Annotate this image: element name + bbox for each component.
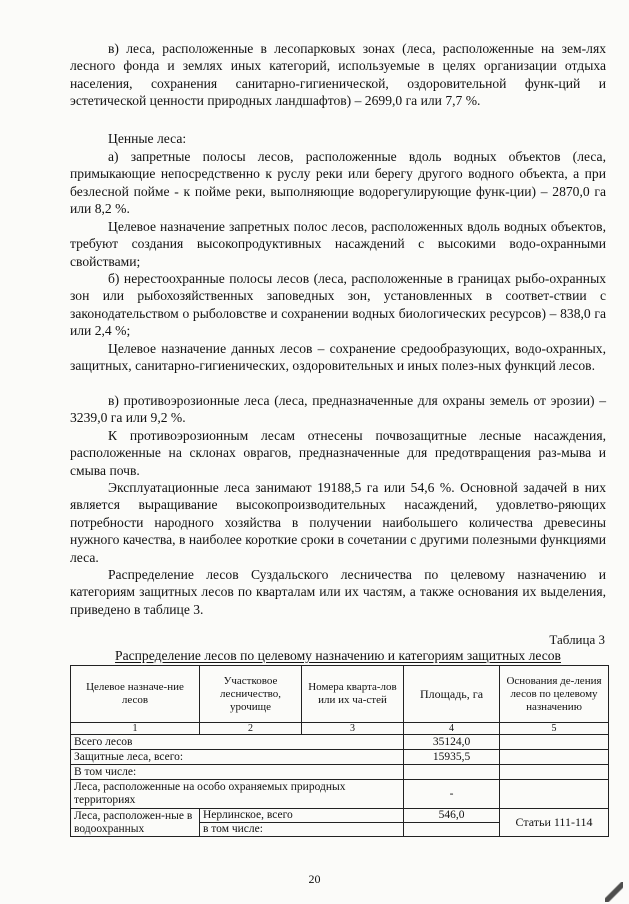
paragraph-protective-strips: а) запретные полосы лесов, расположенные вдоль водных объектов (леса, примыкающие непосредственно к руслу реки или берегу другого водного объекта, а при безлесной пойме - к пойме реки, выполняющие водорегулирующие функ-ции) – 2870,0 га или 8,2 %. — [70, 149, 606, 217]
row-district: Нерлинское, всего — [200, 809, 404, 823]
row-label: В том числе: — [71, 765, 404, 780]
column-header-purpose: Целевое назначе-ние лесов — [71, 666, 200, 723]
row-district: в том числе: — [200, 823, 404, 837]
column-header-quarters: Номера кварта-лов или их ча-стей — [302, 666, 404, 723]
row-grounds — [500, 750, 609, 765]
row-area: - — [404, 780, 500, 809]
column-header-district: Участковое лесничество, урочище — [200, 666, 302, 723]
table-row-protected-areas — [71, 780, 609, 809]
column-number: 1 — [71, 723, 200, 735]
row-area — [404, 765, 500, 780]
table-title: Распределение лесов по целевому назначению и категориям защитных лесов — [115, 648, 561, 663]
paragraph-exploitation-forests: Эксплуатационные леса занимают 19188,5 га или 54,6 %. Основной задачей в них является выращивание высокопроизводительных насаждений, удовлетво-ряющих потребности народного хозяйства в получении наибольшего количества древесины нужного качества, в наиболее короткие сроки в сочетании с другими полезными функциями леса. — [70, 480, 606, 565]
row-area: 15935,5 — [404, 750, 500, 765]
row-grounds — [500, 780, 609, 809]
row-area: 35124,0 — [404, 735, 500, 750]
paragraph-valuable-forests-heading: Ценные леса: — [108, 131, 187, 146]
row-grounds: Статьи 111-114 — [500, 809, 609, 837]
table-header-row — [71, 666, 609, 723]
table-row-protective — [71, 750, 609, 765]
page-number: 20 — [308, 872, 321, 886]
column-number: 5 — [500, 723, 609, 735]
paragraph-anti-erosion-description: К противоэрозионным лесам отнесены почвозащитные лесные насаждения, расположенные на склонах оврагов, предназначенные для предотвращения раз-мыва и смыва почв. — [70, 428, 606, 478]
column-header-grounds: Основания де-ления лесов по целевому назначению — [500, 666, 609, 723]
row-grounds — [500, 765, 609, 780]
paragraph-anti-erosion-forests: в) противоэрозионные леса (леса, предназначенные для охраны земель от эрозии) – 3239,0 га или 9,2 %. — [70, 393, 606, 426]
row-grounds — [500, 735, 609, 750]
paragraph-protective-strips-purpose: Целевое назначение запретных полос лесов, расположенных вдоль водных объектов, требуют создания высокопродуктивных насаждений с высокими водо-охранными свойствами; — [70, 219, 606, 269]
table-row-including — [71, 765, 609, 780]
scan-corner-mark — [605, 882, 623, 902]
forest-distribution-table — [70, 665, 609, 837]
row-label: Защитные леса, всего: — [71, 750, 404, 765]
column-number: 2 — [200, 723, 302, 735]
table-row-total — [71, 735, 609, 750]
paragraph-spawning-strips-purpose: Целевое назначение данных лесов – сохранение средообразующих, водо-охранных, защитных, санитарно-гигиенических, оздоровительных и иных полез-ных функций лесов. — [70, 341, 606, 374]
row-label: Всего лесов — [71, 735, 404, 750]
row-area — [404, 823, 500, 837]
paragraph-distribution-intro: Распределение лесов Суздальского лесничества по целевому назначению и категориям защитных лесов по кварталам или их частям, а также основания их выделения, приведено в таблице 3. — [70, 567, 606, 617]
column-number: 3 — [302, 723, 404, 735]
table-column-numbers-row — [71, 723, 609, 735]
table-caption: Таблица 3 — [549, 632, 605, 647]
row-area: 546,0 — [404, 809, 500, 823]
row-label: Леса, расположенные на особо охраняемых природных территориях — [71, 780, 404, 809]
column-header-area: Площадь, га — [404, 666, 500, 723]
paragraph-spawning-strips: б) нерестоохранные полосы лесов (леса, расположенные в границах рыбо-охранных зон или рыбохозяйственных заповедных зон, установленных в соответ-ствии с законодательством о рыболовстве и сохранении водных биологических ресурсов) – 838,0 га или 2,4 %; — [70, 271, 606, 339]
table-row-water-protection — [71, 809, 609, 823]
paragraph-recreational-forests: в) леса, расположенные в лесопарковых зонах (леса, расположенные на зем-лях лесного фонда и землях иных категорий, используемые в целях организации отдыха населения, сохранения санитарно-гигиенической, оздоровительной функ-ций и эстетической ценности природных ландшафтов) – 2699,0 га или 7,7 %. — [70, 41, 606, 109]
row-label: Леса, расположен-ные в водоохранных — [71, 809, 200, 837]
column-number: 4 — [404, 723, 500, 735]
